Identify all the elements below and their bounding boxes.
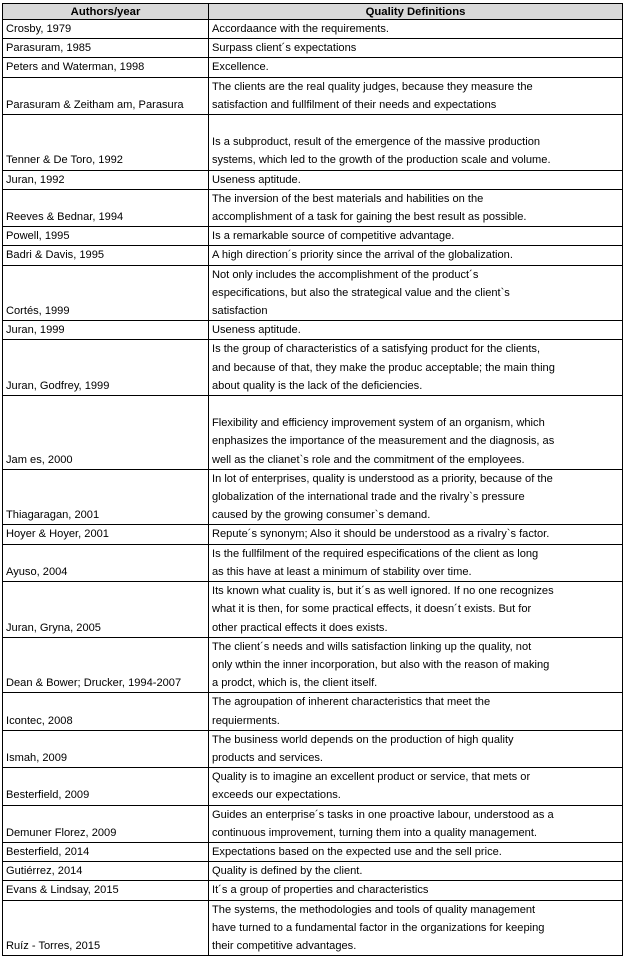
definition-cell [209, 340, 623, 396]
definition-cell [209, 77, 623, 114]
table-row [3, 637, 623, 693]
author-year-cell: Juran, 1992 [3, 170, 209, 189]
table-row [3, 469, 623, 525]
definition-line: Accordaance with the requirements. [212, 23, 389, 35]
definition-line: requierments. [212, 714, 280, 727]
definition-cell [209, 20, 623, 39]
definition-cell [209, 265, 623, 321]
table-row [3, 693, 623, 730]
definition-line: as this have at least a minimum of stability over time. [212, 565, 472, 578]
table-body [3, 20, 623, 956]
definition-cell [209, 693, 623, 730]
definition-line: Quality is to imagine an excellent product or service, that mets or [212, 771, 531, 784]
definition-cell [209, 58, 623, 77]
author-year-cell: Gutiérrez, 2014 [3, 862, 209, 881]
definition-line: Flexibility and efficiency improvement system of an organism, which [212, 417, 545, 430]
author-year-cell: Icontec, 2008 [3, 693, 209, 730]
definition-line: their competitive advantages. [212, 939, 357, 952]
definition-line: other practical effects it does exists. [212, 621, 388, 634]
definition-line: systems, which led to the growth of the production scale and volume. [212, 154, 551, 167]
definition-line: The client´s needs and wills satisfaction linking up the quality, not [212, 640, 532, 653]
quality-definitions-table [2, 3, 623, 956]
definition-line: a prodct, which is, the client itself. [212, 677, 378, 690]
definition-cell [209, 246, 623, 265]
definition-line: The agroupation of inherent characteristics that meet the [212, 696, 491, 709]
definition-cell [209, 321, 623, 340]
definition-line: Surpass client´s expectations [212, 42, 357, 55]
table-row [3, 77, 623, 114]
table-row [3, 115, 623, 171]
definition-line: globalization of the international trade and the rivalry`s pressure [212, 491, 525, 504]
definition-cell [209, 227, 623, 246]
author-year-cell: Besterfield, 2014 [3, 842, 209, 861]
definition-line: continuous improvement, turning them into a quality management. [212, 826, 537, 839]
author-year-cell: Tenner & De Toro, 1992 [3, 115, 209, 171]
table-row [3, 881, 623, 900]
quality-definitions-header: Quality Definitions [209, 4, 623, 20]
definition-line: Is the group of characteristics of a satisfying product for the clients, [212, 343, 541, 356]
definition-line: caused by the growing consumer`s demand. [212, 509, 431, 522]
definition-cell [209, 39, 623, 58]
definition-cell [209, 525, 623, 544]
definition-line: In lot of enterprises, quality is understood as a priority, because of the [212, 472, 553, 485]
author-year-cell: Crosby, 1979 [3, 20, 209, 39]
definition-cell [209, 842, 623, 861]
author-year-cell: Evans & Lindsay, 2015 [3, 881, 209, 900]
author-year-cell: Hoyer & Hoyer, 2001 [3, 525, 209, 544]
definition-line: The business world depends on the production of high quality [212, 733, 514, 746]
table-row [3, 525, 623, 544]
definition-line: have turned to a fundamental factor in the organizations for keeping [212, 921, 545, 934]
definition-line [212, 396, 622, 414]
definition-line: The clients are the real quality judges, because they measure the [212, 80, 533, 93]
header-row [3, 4, 623, 20]
table-row [3, 730, 623, 767]
definition-line: about quality is the lack of the deficiencies. [212, 379, 423, 392]
author-year-cell: Parasuram & Zeitham am, Parasura [3, 77, 209, 114]
definition-line: only wthin the inner incorporation, but also with the reason of making [212, 658, 550, 671]
definition-line: Is a remarkable source of competitive advantage. [212, 230, 455, 243]
table-row [3, 544, 623, 581]
author-year-cell: Thiagaragan, 2001 [3, 469, 209, 525]
table-row [3, 265, 623, 321]
definition-line: Quality is defined by the client. [212, 865, 363, 878]
author-year-cell: Juran, 1999 [3, 321, 209, 340]
table-row [3, 189, 623, 226]
definition-line: Repute´s synonym; Also it should be understood as a rivalry`s factor. [212, 528, 550, 541]
definition-line: Useness aptitude. [212, 324, 301, 337]
definition-line: A high direction´s priority since the arrival of the globalization. [212, 249, 513, 262]
author-year-cell: Dean & Bower; Drucker, 1994-2007 [3, 637, 209, 693]
definition-line: Not only includes the accomplishment of the product´s [212, 268, 479, 281]
definition-line: Excellence. [212, 61, 269, 74]
definition-line: exceeds our expectations. [212, 789, 341, 802]
author-year-cell: Powell, 1995 [3, 227, 209, 246]
author-year-cell: Demuner Florez, 2009 [3, 805, 209, 842]
table-row [3, 227, 623, 246]
definition-cell [209, 469, 623, 525]
definition-cell [209, 730, 623, 767]
definition-line: satisfaction [212, 305, 268, 318]
authors-year-header: Authors/year [3, 4, 209, 20]
author-year-cell: Jam es, 2000 [3, 396, 209, 470]
definition-line: The inversion of the best materials and habilities on the [212, 192, 484, 205]
author-year-cell: Ismah, 2009 [3, 730, 209, 767]
author-year-cell: Ayuso, 2004 [3, 544, 209, 581]
table-row [3, 900, 623, 956]
definition-cell [209, 862, 623, 881]
definition-line: what it is then, for some practical effects, it doesn´t exists. But for [212, 603, 532, 616]
definition-line: Expectations based on the expected use and the sell price. [212, 845, 502, 858]
definition-cell [209, 115, 623, 171]
definition-cell [209, 170, 623, 189]
author-year-cell: Ruíz - Torres, 2015 [3, 900, 209, 956]
table-row [3, 396, 623, 470]
definition-line: Useness aptitude. [212, 173, 301, 186]
author-year-cell: Juran, Gryna, 2005 [3, 582, 209, 638]
definition-line: It´s a group of properties and characteristics [212, 884, 429, 897]
author-year-cell: Peters and Waterman, 1998 [3, 58, 209, 77]
definition-line: Guides an enterprise´s tasks in one proactive labour, understood as a [212, 808, 554, 821]
table-row [3, 582, 623, 638]
definition-line: satisfaction and fullfilment of their needs and expectations [212, 98, 497, 111]
table-row [3, 862, 623, 881]
table-row [3, 170, 623, 189]
definition-cell [209, 189, 623, 226]
definition-line: especifications, but also the strategical value and the client`s [212, 286, 510, 299]
author-year-cell: Besterfield, 2009 [3, 768, 209, 805]
definition-cell [209, 582, 623, 638]
definition-line: The systems, the methodologies and tools of quality management [212, 903, 536, 916]
table-row [3, 340, 623, 396]
author-year-cell: Juran, Godfrey, 1999 [3, 340, 209, 396]
author-year-cell: Cortés, 1999 [3, 265, 209, 321]
definition-line: Its known what cuality is, but it´s as well ignored. If no one recognizes [212, 585, 554, 598]
author-year-cell: Badri & Davis, 1995 [3, 246, 209, 265]
author-year-cell: Reeves & Bednar, 1994 [3, 189, 209, 226]
definition-cell [209, 805, 623, 842]
definition-line [212, 115, 622, 133]
table-row [3, 20, 623, 39]
definition-line: accomplishment of a task for gaining the best result as possible. [212, 211, 527, 224]
definition-cell [209, 544, 623, 581]
table-row [3, 768, 623, 805]
definition-line: and because of that, they make the produc acceptable; the main thing [212, 361, 555, 374]
table-row [3, 321, 623, 340]
definition-line: products and services. [212, 751, 323, 764]
table-row [3, 39, 623, 58]
definition-cell [209, 396, 623, 470]
author-year-cell: Parasuram, 1985 [3, 39, 209, 58]
definition-cell [209, 900, 623, 956]
table-row [3, 246, 623, 265]
definition-line: well as the clianet`s role and the commitment of the employees. [212, 453, 525, 466]
definition-cell [209, 637, 623, 693]
definition-line: enphasizes the importance of the measurement and the diagnosis, as [212, 435, 555, 448]
definition-line: Is the fullfilment of the required especifications of the client as long [212, 547, 539, 560]
definition-line: Is a subproduct, result of the emergence of the massive production [212, 136, 541, 149]
table-row [3, 805, 623, 842]
table-row [3, 842, 623, 861]
definition-cell [209, 881, 623, 900]
definition-cell [209, 768, 623, 805]
table-row [3, 58, 623, 77]
